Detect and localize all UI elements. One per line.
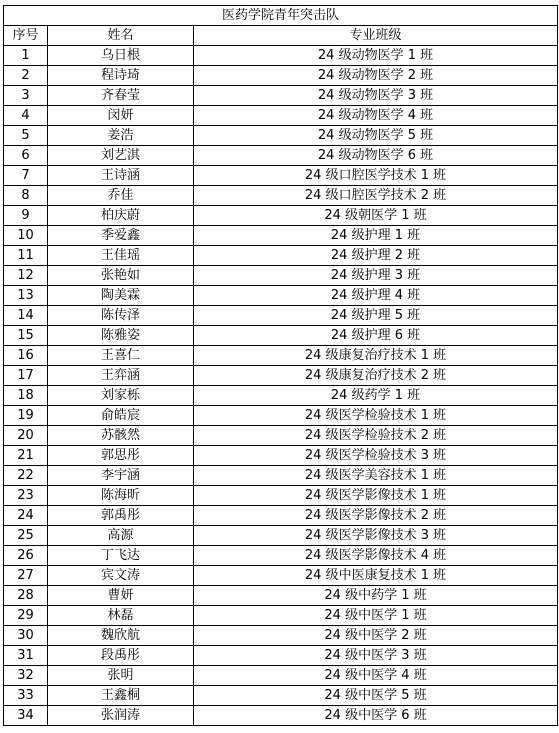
row-name-cell: 俞皓宸 bbox=[48, 406, 194, 426]
table-row bbox=[4, 306, 558, 326]
row-number-cell: 16 bbox=[4, 346, 48, 366]
row-number-cell: 18 bbox=[4, 386, 48, 406]
table-row bbox=[4, 466, 558, 486]
table-row bbox=[4, 286, 558, 306]
table-row bbox=[4, 86, 558, 106]
row-name-cell: 刘艺淇 bbox=[48, 146, 194, 166]
row-number-cell: 9 bbox=[4, 206, 48, 226]
row-number-cell: 14 bbox=[4, 306, 48, 326]
row-number-cell: 7 bbox=[4, 166, 48, 186]
row-number-cell: 13 bbox=[4, 286, 48, 306]
row-name-cell: 王鑫桐 bbox=[48, 686, 194, 706]
header-number: 序号 bbox=[4, 26, 48, 46]
row-name-cell: 王弈涵 bbox=[48, 366, 194, 386]
row-name-cell: 郭禹彤 bbox=[48, 506, 194, 526]
row-class-cell: 24 级医学检验技术 3 班 bbox=[194, 446, 558, 466]
row-number-cell: 11 bbox=[4, 246, 48, 266]
row-class-cell: 24 级动物医学 5 班 bbox=[194, 126, 558, 146]
row-name-cell: 高源 bbox=[48, 526, 194, 546]
row-class-cell: 24 级护理 6 班 bbox=[194, 326, 558, 346]
row-name-cell: 陈传泽 bbox=[48, 306, 194, 326]
row-name-cell: 王佳瑶 bbox=[48, 246, 194, 266]
row-class-cell: 24 级护理 3 班 bbox=[194, 266, 558, 286]
row-class-cell: 24 级医学影像技术 4 班 bbox=[194, 546, 558, 566]
row-class-cell: 24 级动物医学 1 班 bbox=[194, 46, 558, 66]
table-row bbox=[4, 406, 558, 426]
row-name-cell: 张艳如 bbox=[48, 266, 194, 286]
row-number-cell: 19 bbox=[4, 406, 48, 426]
row-number-cell: 8 bbox=[4, 186, 48, 206]
row-number-cell: 21 bbox=[4, 446, 48, 466]
row-class-cell: 24 级药学 1 班 bbox=[194, 386, 558, 406]
header-class: 专业班级 bbox=[194, 26, 558, 46]
header-name: 姓名 bbox=[48, 26, 194, 46]
row-number-cell: 27 bbox=[4, 566, 48, 586]
row-name-cell: 段禹彤 bbox=[48, 646, 194, 666]
table-row bbox=[4, 166, 558, 186]
row-number-cell: 6 bbox=[4, 146, 48, 166]
row-class-cell: 24 级护理 5 班 bbox=[194, 306, 558, 326]
table-row bbox=[4, 146, 558, 166]
table-row bbox=[4, 126, 558, 146]
table-row bbox=[4, 66, 558, 86]
row-class-cell: 24 级医学影像技术 3 班 bbox=[194, 526, 558, 546]
row-class-cell: 24 级中药学 1 班 bbox=[194, 586, 558, 606]
table-row bbox=[4, 186, 558, 206]
row-class-cell: 24 级医学检验技术 1 班 bbox=[194, 406, 558, 426]
row-number-cell: 26 bbox=[4, 546, 48, 566]
row-number-cell: 24 bbox=[4, 506, 48, 526]
row-class-cell: 24 级动物医学 3 班 bbox=[194, 86, 558, 106]
table-row bbox=[4, 206, 558, 226]
table-row bbox=[4, 546, 558, 566]
row-name-cell: 刘家栎 bbox=[48, 386, 194, 406]
row-name-cell: 季爱鑫 bbox=[48, 226, 194, 246]
row-class-cell: 24 级动物医学 6 班 bbox=[194, 146, 558, 166]
table-row bbox=[4, 686, 558, 706]
table-row bbox=[4, 426, 558, 446]
row-number-cell: 3 bbox=[4, 86, 48, 106]
row-name-cell: 闵妍 bbox=[48, 106, 194, 126]
row-class-cell: 24 级中医学 5 班 bbox=[194, 686, 558, 706]
table-row bbox=[4, 346, 558, 366]
row-class-cell: 24 级中医学 1 班 bbox=[194, 606, 558, 626]
row-name-cell: 程诗琦 bbox=[48, 66, 194, 86]
row-number-cell: 33 bbox=[4, 686, 48, 706]
row-number-cell: 2 bbox=[4, 66, 48, 86]
row-class-cell: 24 级中医康复技术 1 班 bbox=[194, 566, 558, 586]
row-number-cell: 10 bbox=[4, 226, 48, 246]
row-number-cell: 31 bbox=[4, 646, 48, 666]
row-class-cell: 24 级护理 4 班 bbox=[194, 286, 558, 306]
table-row bbox=[4, 326, 558, 346]
table-row bbox=[4, 226, 558, 246]
row-number-cell: 20 bbox=[4, 426, 48, 446]
row-number-cell: 25 bbox=[4, 526, 48, 546]
table-row bbox=[4, 446, 558, 466]
row-class-cell: 24 级中医学 3 班 bbox=[194, 646, 558, 666]
row-class-cell: 24 级中医学 6 班 bbox=[194, 706, 558, 726]
row-name-cell: 陈雅姿 bbox=[48, 326, 194, 346]
row-name-cell: 苏骸然 bbox=[48, 426, 194, 446]
row-name-cell: 郭思彤 bbox=[48, 446, 194, 466]
table-row bbox=[4, 366, 558, 386]
row-name-cell: 陶美霖 bbox=[48, 286, 194, 306]
row-number-cell: 34 bbox=[4, 706, 48, 726]
row-name-cell: 林磊 bbox=[48, 606, 194, 626]
row-number-cell: 32 bbox=[4, 666, 48, 686]
row-number-cell: 4 bbox=[4, 106, 48, 126]
table-row bbox=[4, 586, 558, 606]
table-row bbox=[4, 646, 558, 666]
row-number-cell: 17 bbox=[4, 366, 48, 386]
title-row bbox=[4, 6, 558, 26]
roster-table bbox=[3, 5, 558, 726]
row-number-cell: 12 bbox=[4, 266, 48, 286]
row-name-cell: 乌日根 bbox=[48, 46, 194, 66]
row-name-cell: 齐春莹 bbox=[48, 86, 194, 106]
table-row bbox=[4, 46, 558, 66]
row-name-cell: 王诗涵 bbox=[48, 166, 194, 186]
row-class-cell: 24 级朝医学 1 班 bbox=[194, 206, 558, 226]
row-name-cell: 姜浩 bbox=[48, 126, 194, 146]
row-number-cell: 22 bbox=[4, 466, 48, 486]
row-name-cell: 宾文涛 bbox=[48, 566, 194, 586]
row-number-cell: 30 bbox=[4, 626, 48, 646]
row-class-cell: 24 级医学美容技术 1 班 bbox=[194, 466, 558, 486]
table-row bbox=[4, 506, 558, 526]
row-class-cell: 24 级护理 1 班 bbox=[194, 226, 558, 246]
row-number-cell: 5 bbox=[4, 126, 48, 146]
row-number-cell: 23 bbox=[4, 486, 48, 506]
row-class-cell: 24 级口腔医学技术 2 班 bbox=[194, 186, 558, 206]
row-class-cell: 24 级中医学 2 班 bbox=[194, 626, 558, 646]
table-row bbox=[4, 706, 558, 726]
row-class-cell: 24 级口腔医学技术 1 班 bbox=[194, 166, 558, 186]
row-name-cell: 乔佳 bbox=[48, 186, 194, 206]
row-class-cell: 24 级医学影像技术 2 班 bbox=[194, 506, 558, 526]
row-class-cell: 24 级康复治疗技术 1 班 bbox=[194, 346, 558, 366]
roster-body bbox=[4, 46, 558, 726]
row-name-cell: 魏欣航 bbox=[48, 626, 194, 646]
row-number-cell: 28 bbox=[4, 586, 48, 606]
row-name-cell: 张明 bbox=[48, 666, 194, 686]
row-class-cell: 24 级中医学 4 班 bbox=[194, 666, 558, 686]
table-row bbox=[4, 246, 558, 266]
row-class-cell: 24 级动物医学 4 班 bbox=[194, 106, 558, 126]
row-name-cell: 李宇涵 bbox=[48, 466, 194, 486]
row-class-cell: 24 级护理 2 班 bbox=[194, 246, 558, 266]
table-title: 医药学院青年突击队 bbox=[4, 6, 558, 26]
row-name-cell: 丁飞达 bbox=[48, 546, 194, 566]
table-row bbox=[4, 626, 558, 646]
row-class-cell: 24 级动物医学 2 班 bbox=[194, 66, 558, 86]
row-class-cell: 24 级医学影像技术 1 班 bbox=[194, 486, 558, 506]
table-row bbox=[4, 266, 558, 286]
row-name-cell: 张润涛 bbox=[48, 706, 194, 726]
row-number-cell: 29 bbox=[4, 606, 48, 626]
table-row bbox=[4, 486, 558, 506]
table-row bbox=[4, 666, 558, 686]
row-class-cell: 24 级医学检验技术 2 班 bbox=[194, 426, 558, 446]
table-row bbox=[4, 606, 558, 626]
table-row bbox=[4, 526, 558, 546]
row-class-cell: 24 级康复治疗技术 2 班 bbox=[194, 366, 558, 386]
row-name-cell: 柏庆蔚 bbox=[48, 206, 194, 226]
table-row bbox=[4, 386, 558, 406]
table-row bbox=[4, 106, 558, 126]
row-name-cell: 陈海昕 bbox=[48, 486, 194, 506]
row-number-cell: 1 bbox=[4, 46, 48, 66]
row-number-cell: 15 bbox=[4, 326, 48, 346]
row-name-cell: 曹妍 bbox=[48, 586, 194, 606]
row-name-cell: 王喜仁 bbox=[48, 346, 194, 366]
header-row bbox=[4, 26, 558, 46]
table-row bbox=[4, 566, 558, 586]
